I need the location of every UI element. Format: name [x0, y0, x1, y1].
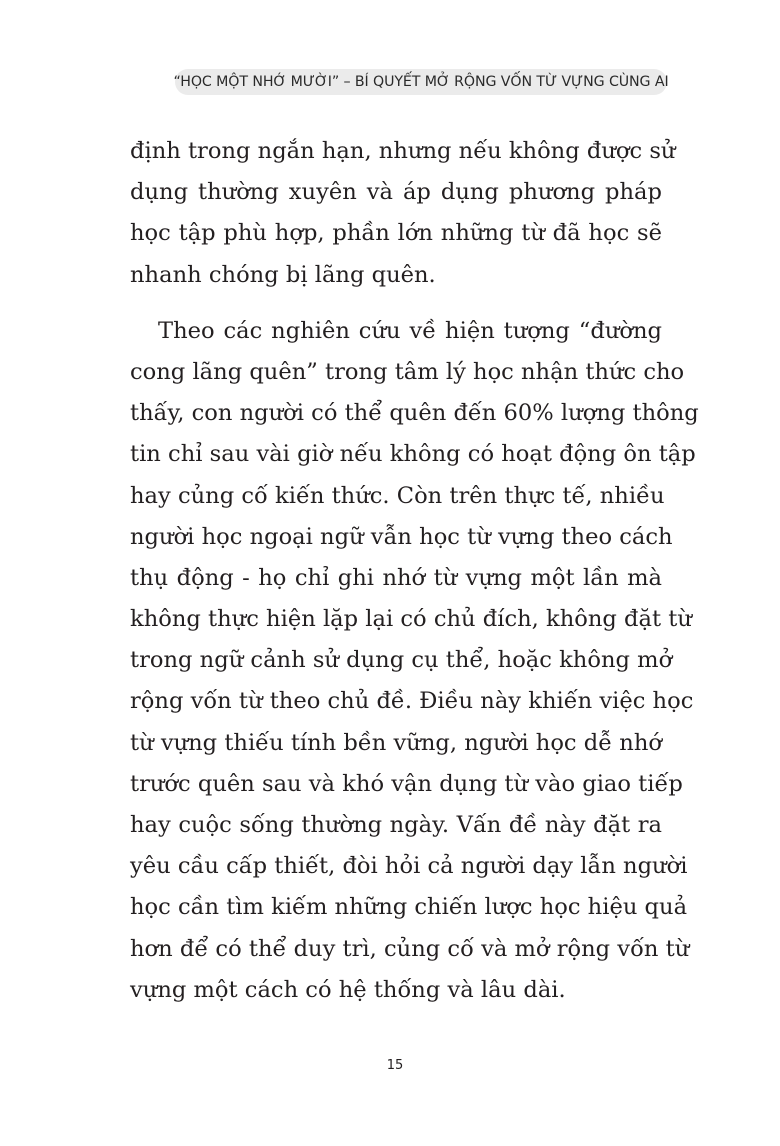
text-line: dụng thường xuyên và áp dụng phương pháp — [130, 179, 662, 206]
text-line: rộng vốn từ theo chủ đề. Điều này khiến việc học — [130, 688, 694, 715]
text-line: Theo các nghiên cứu về hiện tượng “đường — [158, 317, 662, 344]
running-header-title: “HỌC MỘT NHỚ MƯỜI” – BÍ QUYẾT MỞ RỘNG VỐN TỪ VỰNG CÙNG AI — [173, 74, 669, 90]
text-line: nhanh chóng bị lãng quên. — [130, 261, 436, 288]
page-number: 15 — [386, 1058, 404, 1073]
paragraph-continued — [130, 131, 676, 296]
text-line: hơn để có thể duy trì, củng cố và mở rộng vốn từ — [130, 935, 690, 962]
body-text — [130, 131, 699, 1011]
text-line: học tập phù hợp, phần lớn những từ đã học sẽ — [130, 220, 662, 247]
text-line: hay củng cố kiến thức. Còn trên thực tế, nhiều — [130, 482, 665, 509]
text-line: không thực hiện lặp lại có chủ đích, không đặt từ — [130, 606, 692, 633]
text-line: người học ngoại ngữ vẫn học từ vựng theo cách — [130, 523, 673, 550]
running-header — [175, 69, 667, 95]
text-line: trước quên sau và khó vận dụng từ vào giao tiếp — [130, 770, 683, 797]
paragraph-forgetting-curve — [130, 311, 699, 1011]
text-line: yêu cầu cấp thiết, đòi hỏi cả người dạy lẫn người — [130, 853, 688, 880]
text-line: cong lãng quên” trong tâm lý học nhận thức cho — [130, 358, 685, 385]
text-line: tin chỉ sau vài giờ nếu không có hoạt động ôn tập — [130, 441, 696, 468]
text-line: hay cuộc sống thường ngày. Vấn đề này đặt ra — [130, 812, 662, 838]
text-line: học cần tìm kiếm những chiến lược học hiệu quả — [130, 894, 688, 921]
text-line: thấy, con người có thể quên đến 60% lượng thông — [130, 400, 699, 427]
text-line: định trong ngắn hạn, nhưng nếu không được sử — [130, 138, 676, 164]
text-line: trong ngữ cảnh sử dụng cụ thể, hoặc không mở — [130, 647, 673, 674]
text-line: từ vựng thiếu tính bền vững, người học dễ nhớ — [130, 729, 663, 756]
text-line: vựng một cách có hệ thống và lâu dài. — [130, 976, 566, 1003]
text-line: thụ động - họ chỉ ghi nhớ từ vựng một lần mà — [130, 564, 662, 591]
